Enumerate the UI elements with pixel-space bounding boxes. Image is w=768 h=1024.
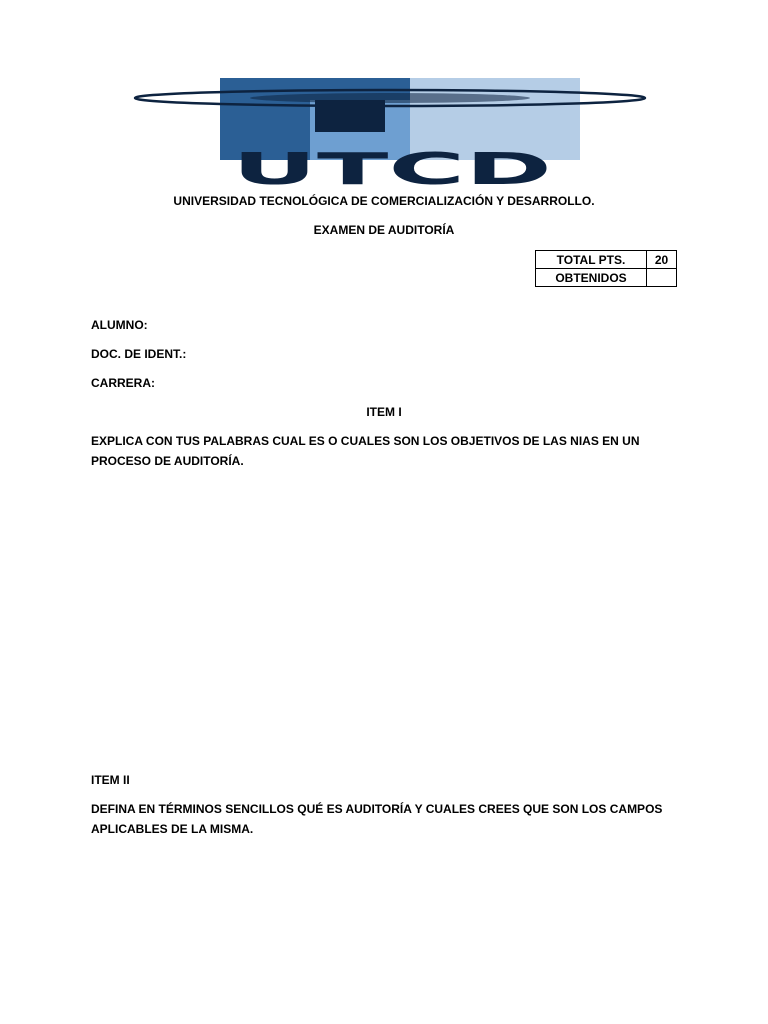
item-2-title: ITEM II bbox=[91, 773, 130, 787]
obtenidos-value[interactable] bbox=[647, 269, 677, 287]
total-pts-label: TOTAL PTS. bbox=[536, 251, 647, 269]
carrera-label: CARRERA: bbox=[91, 376, 155, 390]
logo-text: UTCD bbox=[232, 144, 552, 190]
alumno-label: ALUMNO: bbox=[91, 318, 148, 332]
obtenidos-label: OBTENIDOS bbox=[536, 269, 647, 287]
logo-t-stem bbox=[315, 100, 385, 132]
doc-ident-label: DOC. DE IDENT.: bbox=[91, 347, 187, 361]
item-1-title: ITEM I bbox=[366, 405, 402, 419]
item-2-question: DEFINA EN TÉRMINOS SENCILLOS QUÉ ES AUDITORÍA Y CUALES CREES QUE SON LOS CAMPOS APLICABLES DE LA MISMA. bbox=[91, 802, 663, 836]
score-table bbox=[535, 250, 677, 287]
total-pts-value: 20 bbox=[647, 251, 677, 269]
logo-ellipse-inner bbox=[250, 93, 530, 103]
score-row-obtained bbox=[536, 269, 677, 287]
exam-title: EXAMEN DE AUDITORÍA bbox=[313, 223, 455, 237]
item-1-question: EXPLICA CON TUS PALABRAS CUAL ES O CUALES SON LOS OBJETIVOS DE LAS NIAS EN UN PROCESO DE AUDITORÍA. bbox=[91, 434, 640, 468]
university-name: UNIVERSIDAD TECNOLÓGICA DE COMERCIALIZACIÓN Y DESARROLLO. bbox=[173, 194, 595, 208]
score-row-total bbox=[536, 251, 677, 269]
utcd-logo bbox=[120, 60, 660, 190]
